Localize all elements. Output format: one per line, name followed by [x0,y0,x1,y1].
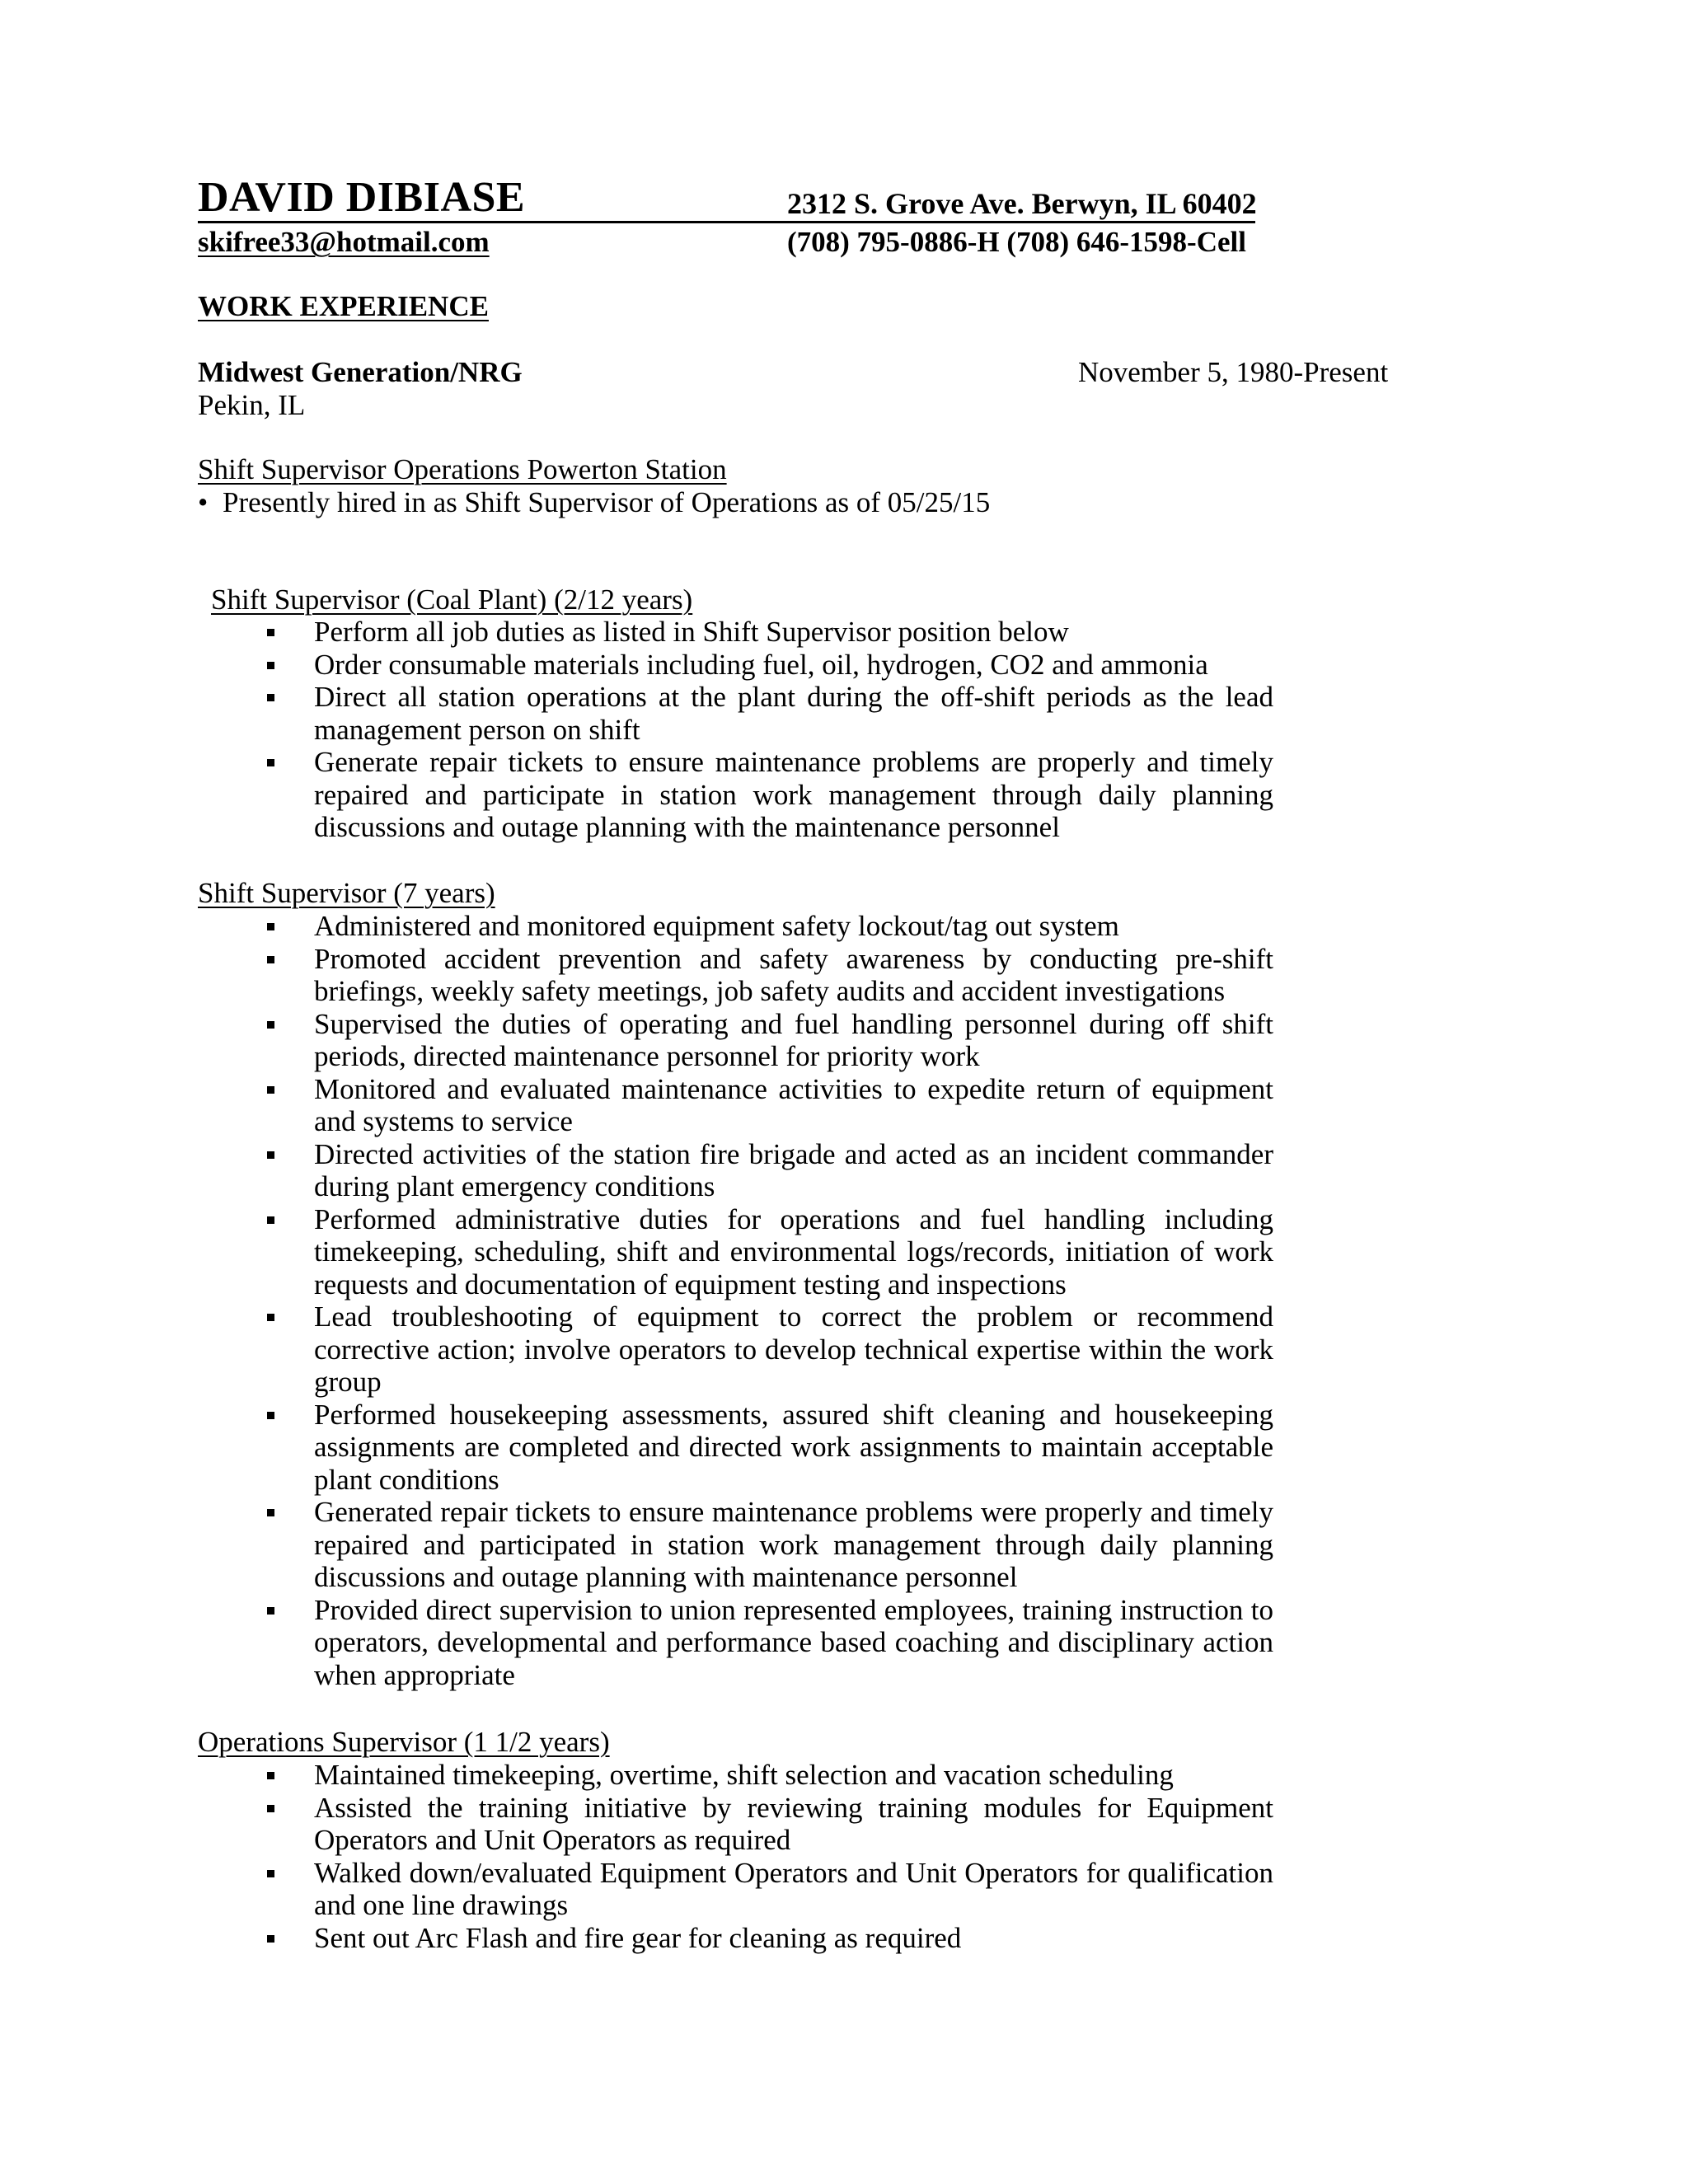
candidate-email[interactable]: skifree33@hotmail.com [198,226,490,258]
role-bullet-list [314,910,1273,1691]
list-item: Assisted the training initiative by reviewing training modules for Equipment Operators and Unit Operators as required [314,1791,1273,1856]
employer-company: Midwest Generation/NRG [198,356,523,388]
list-item: • Presently hired in as Shift Supervisor of Operations as of 05/25/15 [198,486,991,518]
list-item: Administered and monitored equipment safety lockout/tag out system [314,910,1273,943]
list-item: Perform all job duties as listed in Shift Supervisor position below [314,616,1273,649]
role-title: Shift Supervisor (7 years) [198,877,495,909]
employer-location: Pekin, IL [198,389,306,421]
list-item: Maintained timekeeping, overtime, shift selection and vacation scheduling [314,1759,1273,1792]
list-item: Performed housekeeping assessments, assured shift cleaning and housekeeping assignments are completed and directed work assignments to maintain acceptable plant conditions [314,1398,1273,1496]
list-item: Performed administrative duties for operations and fuel handling including timekeeping, scheduling, shift and environmental logs/records, initiation of work requests and documentation of equipment testing and inspections [314,1202,1273,1301]
section-title: WORK EXPERIENCE [198,290,489,322]
role-title: Operations Supervisor (1 1/2 years) [198,1726,610,1758]
list-item: Monitored and evaluated maintenance activities to expedite return of equipment and systems to service [314,1072,1273,1137]
role-bullet-list [314,616,1273,844]
list-item: Promoted accident prevention and safety awareness by conducting pre-shift briefings, weekly safety meetings, job safety audits and accident investigations [314,942,1273,1007]
role-bullet-list [314,1759,1273,1954]
list-item: Order consumable materials including fuel, oil, hydrogen, CO2 and ammonia [314,649,1273,682]
bullet-dot-icon: • [198,486,209,518]
role-title: Shift Supervisor Operations Powerton Station [198,453,727,485]
candidate-address: 2312 S. Grove Ave. Berwyn, IL 60402 [787,187,1257,220]
list-item: Generated repair tickets to ensure maintenance problems were properly and timely repaired and participated in station work management through daily planning discussions and outage planning with maintenance personnel [314,1496,1273,1593]
list-item: Direct all station operations at the plant during the off-shift periods as the lead management person on shift [314,681,1273,746]
list-item: Sent out Arc Flash and fire gear for cleaning as required [314,1922,1273,1955]
list-item: Supervised the duties of operating and fuel handling personnel during off shift periods, directed maintenance personnel for priority work [314,1007,1273,1072]
list-item: Provided direct supervision to union represented employees, training instruction to operators, developmental and performance based coaching and disciplinary action when appropriate [314,1593,1273,1691]
list-item: Generate repair tickets to ensure maintenance problems are properly and timely repaired and participate in station work management through daily planning discussions and outage planning with the maintenance personnel [314,746,1273,843]
candidate-phone: (708) 795-0886-H (708) 646-1598-Cell [787,226,1246,258]
employer-dates: November 5, 1980-Present [1078,356,1389,388]
list-item: Lead troubleshooting of equipment to correct the problem or recommend corrective action; involve operators to develop technical expertise within the work group [314,1301,1273,1398]
list-item: Walked down/evaluated Equipment Operators and Unit Operators for qualification and one line drawings [314,1856,1273,1921]
candidate-name: DAVID DIBIASE [198,174,526,221]
list-item: Directed activities of the station fire brigade and acted as an incident commander during plant emergency conditions [314,1137,1273,1202]
role-title: Shift Supervisor (Coal Plant) (2/12 years) [211,583,693,616]
